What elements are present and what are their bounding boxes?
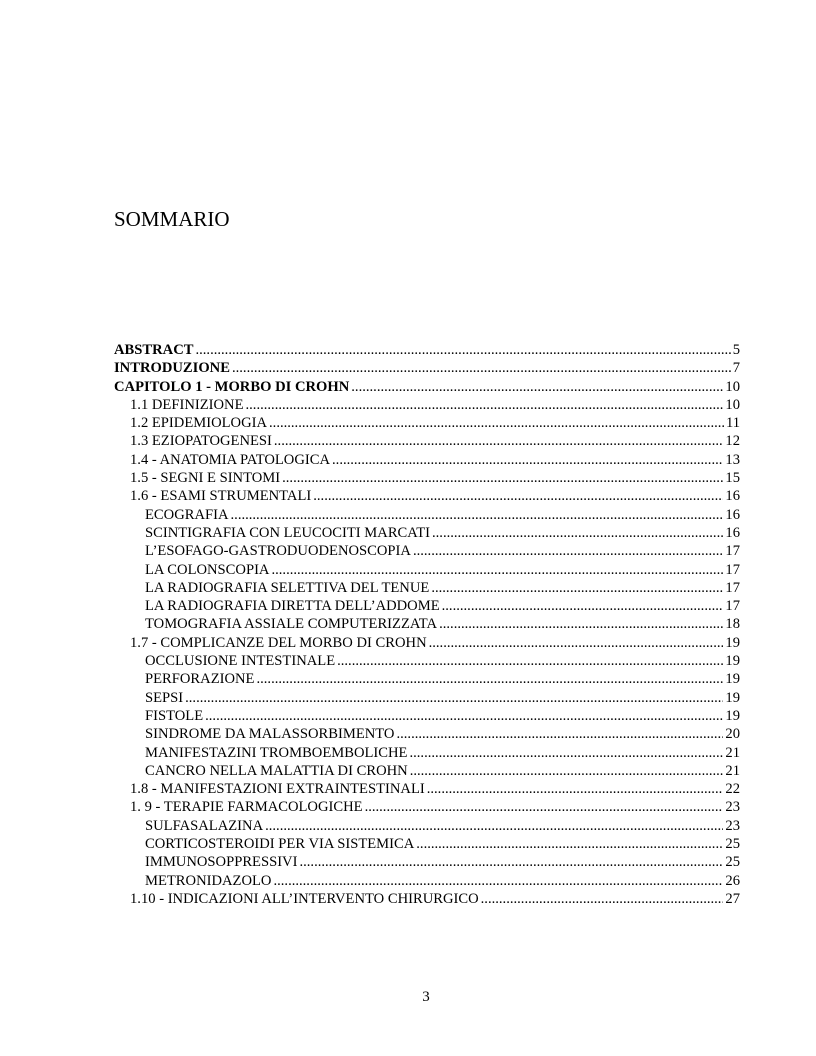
toc-entry-label: CANCRO NELLA MALATTIA DI CROHN (145, 762, 408, 779)
toc-entry (114, 890, 740, 908)
toc-entry (114, 780, 740, 798)
toc-dot-leader (265, 817, 723, 835)
toc-entry-label: SEPSI (145, 689, 184, 706)
toc-entry-page: 25 (725, 854, 740, 871)
toc-entry (114, 432, 740, 450)
toc-entry (114, 469, 740, 487)
toc-entry-page: 23 (725, 817, 740, 834)
toc-entry (114, 798, 740, 816)
toc-entry-page: 25 (725, 836, 740, 853)
toc-entry-page: 13 (725, 451, 740, 468)
toc-entry (114, 744, 740, 762)
toc-entry (114, 506, 740, 524)
toc-entry (114, 414, 740, 432)
toc-entry-label: 1.2 EPIDEMIOLOGIA (130, 415, 268, 432)
toc-entry (114, 378, 740, 396)
toc-entry-label: 1.6 - ESAMI STRUMENTALI (130, 488, 312, 505)
toc-entry-label: LA COLONSCOPIA (145, 561, 270, 578)
toc-entry-label: SULFASALAZINA (145, 817, 264, 834)
toc-dot-leader (431, 579, 723, 597)
toc-dot-leader (205, 707, 723, 725)
toc-entry (114, 615, 740, 633)
toc-entry-label: L’ESOFAGO-GASTRODUODENOSCOPIA (145, 543, 411, 560)
toc-entry (114, 725, 740, 743)
toc-entry-label: TOMOGRAFIA ASSIALE COMPUTERIZZATA (145, 616, 438, 633)
toc-dot-leader (246, 396, 724, 414)
toc-dot-leader (231, 506, 724, 524)
toc-entry-page: 18 (725, 616, 740, 633)
toc-entry-label: 1.3 EZIOPATOGENESI (130, 433, 272, 450)
toc-dot-leader (299, 853, 723, 871)
toc-dot-leader (427, 780, 724, 798)
toc-entry-label: 1.10 - INDICAZIONI ALL’INTERVENTO CHIRURGICO (130, 890, 479, 907)
toc-dot-leader (413, 542, 723, 560)
toc-entry-label: FISTOLE (145, 707, 204, 724)
toc-entry-label: 1.4 - ANATOMIA PATOLOGICA (130, 451, 331, 468)
toc-entry-page: 17 (725, 579, 740, 596)
toc-dot-leader (432, 524, 723, 542)
toc-entry (114, 817, 740, 835)
toc-entry-label: 1.5 - SEGNI E SINTOMI (130, 470, 281, 487)
toc-dot-leader (337, 652, 723, 670)
toc-entry (114, 579, 740, 597)
toc-entry (114, 524, 740, 542)
toc-dot-leader (256, 670, 723, 688)
toc-dot-leader (273, 872, 723, 890)
toc-dot-leader (442, 597, 724, 615)
toc-entry-label: 1.8 - MANIFESTAZIONI EXTRAINTESTINALI (130, 781, 425, 798)
toc-entry-page: 23 (725, 799, 740, 816)
toc-entry (114, 652, 740, 670)
toc-entry-label: CAPITOLO 1 - MORBO DI CROHN (114, 378, 350, 395)
toc-dot-leader (232, 359, 731, 377)
toc-entry-label: INTRODUZIONE (114, 360, 230, 377)
toc-dot-leader (185, 689, 723, 707)
toc-entry-page: 26 (725, 872, 740, 889)
toc-entry-page: 17 (725, 561, 740, 578)
toc-dot-leader (410, 762, 724, 780)
table-of-contents (114, 341, 740, 908)
toc-entry-label: IMMUNOSOPPRESSIVI (145, 854, 298, 871)
toc-entry-page: 19 (725, 689, 740, 706)
toc-entry-page: 19 (725, 671, 740, 688)
toc-dot-leader (429, 634, 724, 652)
toc-dot-leader (416, 835, 723, 853)
toc-entry (114, 341, 740, 359)
toc-dot-leader (271, 561, 723, 579)
toc-entry-page: 11 (725, 415, 740, 432)
toc-entry (114, 670, 740, 688)
toc-entry (114, 597, 740, 615)
toc-entry-page: 10 (725, 396, 740, 413)
toc-entry (114, 707, 740, 725)
toc-entry-label: ECOGRAFIA (145, 506, 229, 523)
toc-entry (114, 359, 740, 377)
toc-entry-page: 16 (725, 506, 740, 523)
toc-entry-page: 17 (725, 598, 740, 615)
toc-entry (114, 762, 740, 780)
toc-dot-leader (195, 341, 730, 359)
toc-entry-page: 27 (725, 890, 740, 907)
toc-dot-leader (409, 744, 723, 762)
toc-entry-label: SCINTIGRAFIA CON LEUCOCITI MARCATI (145, 524, 430, 541)
toc-entry (114, 634, 740, 652)
toc-dot-leader (439, 615, 723, 633)
toc-entry-page: 19 (725, 653, 740, 670)
toc-dot-leader (274, 432, 724, 450)
toc-entry (114, 487, 740, 505)
toc-entry-page: 12 (725, 433, 740, 450)
toc-entry-label: PERFORAZIONE (145, 671, 255, 688)
toc-entry-page: 15 (725, 470, 740, 487)
page-title: SOMMARIO (114, 207, 230, 231)
toc-entry (114, 542, 740, 560)
toc-entry-label: LA RADIOGRAFIA SELETTIVA DEL TENUE (145, 579, 430, 596)
toc-entry-page: 21 (725, 762, 740, 779)
toc-entry-page: 19 (725, 634, 740, 651)
toc-dot-leader (313, 487, 723, 505)
toc-entry (114, 561, 740, 579)
page-number: 3 (422, 989, 430, 1005)
toc-entry (114, 872, 740, 890)
toc-entry-label: MANIFESTAZINI TROMBOEMBOLICHE (145, 744, 408, 761)
toc-entry-label: SINDROME DA MALASSORBIMENTO (145, 726, 395, 743)
toc-entry (114, 853, 740, 871)
toc-entry-label: 1. 9 - TERAPIE FARMACOLOGICHE (130, 799, 363, 816)
toc-dot-leader (365, 798, 724, 816)
toc-entry-label: 1.1 DEFINIZIONE (130, 396, 244, 413)
toc-entry-label: METRONIDAZOLO (145, 872, 272, 889)
toc-entry (114, 451, 740, 469)
toc-dot-leader (269, 414, 724, 432)
toc-dot-leader (396, 725, 723, 743)
toc-dot-leader (282, 469, 723, 487)
toc-entry-page: 20 (725, 726, 740, 743)
toc-entry-page: 17 (725, 543, 740, 560)
toc-entry-page: 5 (732, 342, 740, 358)
toc-entry (114, 396, 740, 414)
toc-entry-label: LA RADIOGRAFIA DIRETTA DELL’ADDOME (145, 598, 440, 615)
toc-entry-label: CORTICOSTEROIDI PER VIA SISTEMICA (145, 836, 415, 853)
toc-entry-page: 21 (725, 744, 740, 761)
toc-entry-label: 1.7 - COMPLICANZE DEL MORBO DI CROHN (130, 634, 427, 651)
toc-dot-leader (332, 451, 723, 469)
toc-dot-leader (481, 890, 724, 908)
toc-entry-page: 10 (725, 378, 740, 395)
toc-entry (114, 835, 740, 853)
toc-entry-page: 16 (725, 488, 740, 505)
toc-dot-leader (351, 378, 723, 396)
toc-entry-page: 19 (725, 707, 740, 724)
toc-entry-label: ABSTRACT (114, 342, 194, 358)
toc-entry-page: 16 (725, 524, 740, 541)
toc-entry-page: 22 (725, 781, 740, 798)
toc-entry (114, 689, 740, 707)
toc-entry-label: OCCLUSIONE INTESTINALE (145, 653, 336, 670)
toc-entry-page: 7 (732, 360, 740, 377)
